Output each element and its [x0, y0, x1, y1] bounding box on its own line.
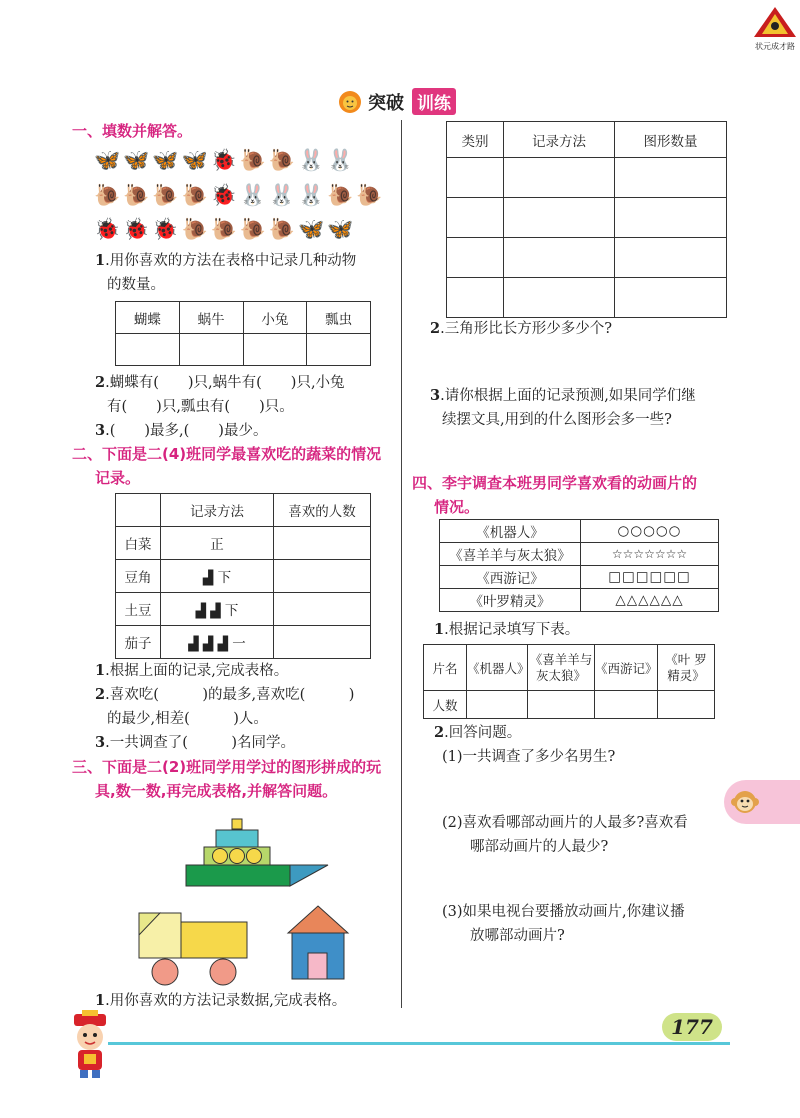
s2-q2-line1: 2.喜欢吃( )的最多,喜欢吃( )	[95, 686, 355, 703]
s3-heading-line2: 具,数一数,再完成表格,并解答问题。	[95, 782, 338, 800]
tally-marks: 正	[161, 527, 274, 560]
answer-cell[interactable]	[504, 238, 615, 278]
row-label-count: 人数	[424, 691, 467, 719]
animal-row-2: 🐌🐌🐌🐌🐞🐰🐰🐰🐌🐌	[94, 183, 386, 207]
s2-vegetable-table	[115, 493, 371, 659]
logo-text: 状元成才路	[755, 42, 795, 51]
s4-q2: 2.回答问题。	[434, 724, 522, 741]
answer-cell[interactable]	[595, 691, 658, 719]
header-count: 喜欢的人数	[274, 494, 371, 527]
cartoon-title: 《机器人》	[440, 520, 581, 543]
corner-cell	[116, 494, 161, 527]
s1-heading: 一、填数并解答。	[72, 122, 193, 140]
cartoon-title: 《叶罗精灵》	[440, 589, 581, 612]
answer-cell[interactable]	[615, 278, 727, 318]
tally-marks: ▟ ▟ 下	[161, 593, 274, 626]
answer-cell[interactable]	[274, 527, 371, 560]
lion-icon	[338, 90, 362, 114]
survey-marks: ☆☆☆☆☆☆☆	[581, 543, 719, 566]
cartoon-title: 《西游记》	[440, 566, 581, 589]
header-film-name: 片名	[424, 645, 467, 691]
answer-cell[interactable]	[307, 334, 371, 366]
side-tab	[724, 780, 800, 824]
truck-figure	[139, 913, 247, 985]
answer-cell[interactable]	[243, 334, 307, 366]
s3-heading-line1: 三、下面是二(2)班同学用学过的图形拼成的玩	[72, 758, 382, 776]
s1-q1-line1: 1.用你喜欢的方法在表格中记录几种动物	[95, 252, 357, 269]
answer-cell[interactable]	[504, 278, 615, 318]
tally-marks: ▟ 下	[161, 560, 274, 593]
s3-shape-table	[446, 121, 727, 318]
logo-triangle-icon	[752, 6, 798, 38]
answer-cell[interactable]	[528, 691, 595, 719]
animal-row-1: 🦋🦋🦋🦋🐞🐌🐌🐰🐰	[94, 148, 357, 172]
monkey-icon	[730, 787, 760, 817]
survey-marks: △△△△△△	[581, 589, 719, 612]
answer-cell[interactable]	[447, 278, 504, 318]
header-butterfly: 蝴蝶	[116, 302, 180, 334]
s3-q1: 1.用你喜欢的方法记录数据,完成表格。	[95, 992, 347, 1009]
s4-sub3-line2: 放哪部动画片?	[470, 928, 565, 944]
mascot-icon	[60, 1010, 120, 1080]
veg-name: 白菜	[116, 527, 161, 560]
answer-cell[interactable]	[274, 560, 371, 593]
survey-marks: □□□□□□	[581, 566, 719, 589]
s2-heading-line2: 记录。	[95, 469, 141, 487]
s4-sub2-line2: 哪部动画片的人最少?	[470, 839, 609, 855]
footer-line	[108, 1042, 730, 1045]
cartoon-title: 《喜羊羊与灰太狼》	[440, 543, 581, 566]
answer-cell[interactable]	[274, 593, 371, 626]
answer-cell[interactable]	[658, 691, 715, 719]
s4-fill-table	[423, 644, 715, 719]
toy-shapes-illustration	[130, 805, 380, 990]
header-robot: 《机器人》	[467, 645, 528, 691]
answer-cell[interactable]	[504, 158, 615, 198]
s1-q1-line2: 的数量。	[107, 277, 165, 293]
header-category: 类别	[447, 122, 504, 158]
header-quantity: 图形数量	[615, 122, 727, 158]
header-method: 记录方法	[504, 122, 615, 158]
header-pleasant-goat: 《喜羊羊与 灰太狼》	[528, 645, 595, 691]
answer-cell[interactable]	[116, 334, 180, 366]
veg-name: 豆角	[116, 560, 161, 593]
s1-q2-line1: 2.蝴蝶有( )只,蜗牛有( )只,小兔	[95, 374, 345, 391]
veg-name: 茄子	[116, 626, 161, 659]
tally-marks: ▟ ▟ ▟ 一	[161, 626, 274, 659]
s3-q3-line2: 续摆文具,用到的什么图形会多一些?	[442, 412, 672, 428]
header-ladybug: 瓢虫	[307, 302, 371, 334]
publisher-logo	[752, 6, 798, 51]
answer-cell[interactable]	[615, 238, 727, 278]
s4-sub2-line1: (2)喜欢看哪部动画片的人最多?喜欢看	[442, 815, 688, 831]
header-ye-luo-li: 《叶 罗 精灵》	[658, 645, 715, 691]
answer-cell[interactable]	[615, 198, 727, 238]
veg-name: 土豆	[116, 593, 161, 626]
s3-q2: 2.三角形比长方形少多少个?	[430, 320, 612, 337]
header-method: 记录方法	[161, 494, 274, 527]
s4-heading-line2: 情况。	[434, 498, 480, 516]
animal-row-3: 🐞🐞🐞🐌🐌🐌🐌🦋🦋	[94, 217, 357, 241]
answer-cell[interactable]	[447, 158, 504, 198]
answer-cell[interactable]	[467, 691, 528, 719]
s1-q2-line2: 有( )只,瓢虫有( )只。	[107, 399, 294, 415]
answer-cell[interactable]	[615, 158, 727, 198]
section-banner	[338, 88, 468, 116]
survey-marks: ○○○○○	[581, 520, 719, 543]
header-rabbit: 小兔	[243, 302, 307, 334]
banner-title-part1: 突破	[368, 93, 404, 114]
page-number-badge	[662, 1013, 722, 1041]
answer-cell[interactable]	[447, 198, 504, 238]
s4-survey-table	[439, 519, 719, 612]
s4-sub1: (1)一共调查了多少名男生?	[442, 749, 616, 765]
answer-cell[interactable]	[447, 238, 504, 278]
s2-q2-line2: 的最少,相差( )人。	[107, 711, 268, 727]
s1-animal-table	[115, 301, 371, 366]
column-divider	[401, 120, 402, 1008]
s3-q3-line1: 3.请你根据上面的记录预测,如果同学们继	[430, 387, 696, 404]
answer-cell[interactable]	[274, 626, 371, 659]
s4-q1: 1.根据记录填写下表。	[434, 621, 580, 638]
header-journey-west: 《西游记》	[595, 645, 658, 691]
house-figure	[288, 906, 348, 979]
s4-heading-line1: 四、李宇调查本班男同学喜欢看的动画片的	[412, 474, 698, 492]
answer-cell[interactable]	[504, 198, 615, 238]
boat-figure	[186, 819, 328, 886]
header-snail: 蜗牛	[179, 302, 243, 334]
banner-title-part2: 训练	[412, 88, 456, 115]
answer-cell[interactable]	[179, 334, 243, 366]
s2-q1: 1.根据上面的记录,完成表格。	[95, 662, 289, 679]
page-number: 177	[671, 1015, 713, 1039]
s2-q3: 3.一共调查了( )名同学。	[95, 734, 296, 751]
s4-sub3-line1: (3)如果电视台要播放动画片,你建议播	[442, 904, 685, 920]
s1-q3: 3.( )最多,( )最少。	[95, 422, 268, 439]
s2-heading-line1: 二、下面是二(4)班同学最喜欢吃的蔬菜的情况	[72, 445, 382, 463]
